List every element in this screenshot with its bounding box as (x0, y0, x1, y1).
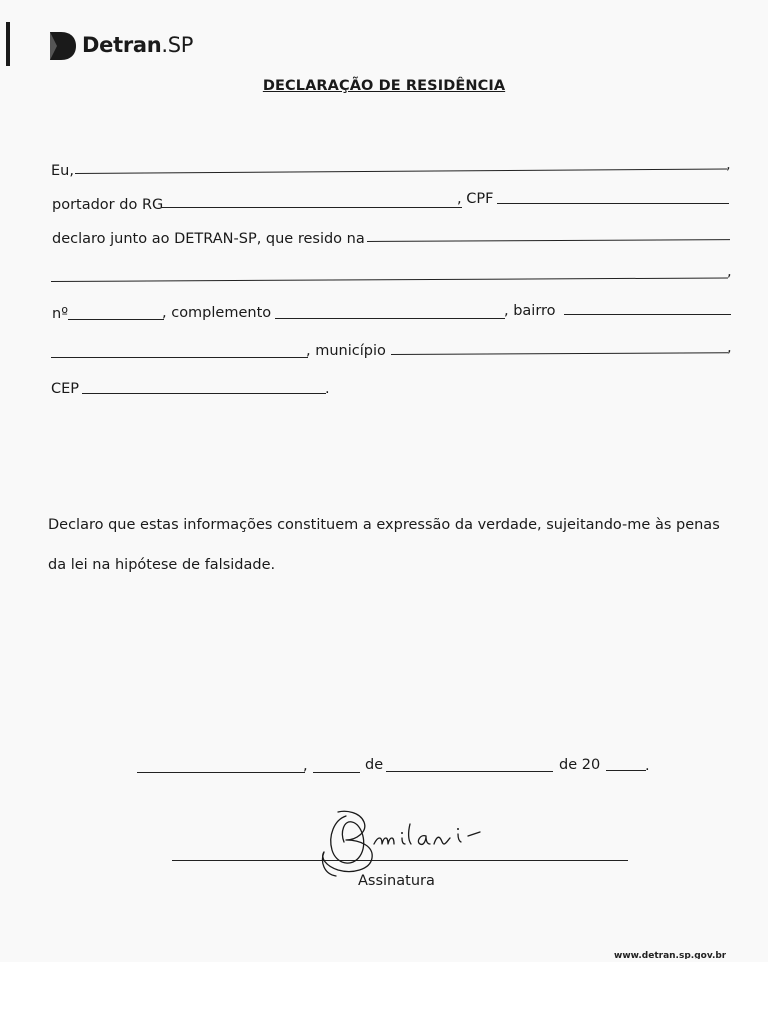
rg-label: portador do RG (52, 197, 164, 213)
signature-label: Assinatura (358, 873, 435, 889)
street-comma: , (727, 264, 732, 280)
city-field-line[interactable] (137, 772, 305, 773)
year-prefix-label: de 20 (559, 757, 601, 773)
day-field-line[interactable] (313, 772, 360, 773)
cep-field-line[interactable] (82, 393, 326, 394)
declaration-line-1: Declaro que estas informações constituem a expressão da verdade, sujeitando-me às penas (48, 517, 720, 533)
date-period: . (645, 758, 650, 774)
scan-edge-mark (6, 22, 10, 66)
cpf-field-line[interactable] (497, 203, 729, 204)
month-field-line[interactable] (386, 771, 553, 772)
year-field-line[interactable] (606, 770, 646, 771)
page-bottom-margin (0, 962, 768, 1024)
cep-label: CEP (51, 381, 80, 397)
complemento-label: , complemento (162, 305, 272, 321)
municipio-comma: , (727, 340, 732, 356)
handwritten-signature (316, 808, 491, 880)
complemento-field-line[interactable] (275, 318, 505, 319)
numero-label: nº (52, 306, 69, 322)
address-intro-label: declaro junto ao DETRAN-SP, que resido na (52, 231, 365, 247)
bairro-continuation-line[interactable] (51, 357, 308, 358)
document-title: DECLARAÇÃO DE RESIDÊNCIA (262, 78, 506, 94)
bairro-label: , bairro (504, 303, 556, 319)
eu-label: Eu, (51, 163, 74, 179)
cpf-label: , CPF (457, 191, 494, 207)
municipio-label: , município (306, 343, 386, 359)
footer-url: www.detran.sp.gov.br (614, 951, 727, 959)
detran-logo-icon (48, 30, 78, 62)
declaration-line-2: da lei na hipótese de falsidade. (48, 557, 276, 573)
rg-field-line[interactable] (162, 207, 462, 208)
cep-period: . (325, 381, 330, 397)
logo-wordmark: Detran.SP (82, 33, 194, 57)
de-label-1: de (365, 757, 384, 773)
bairro-field-line[interactable] (564, 314, 731, 315)
date-comma: , (303, 758, 308, 774)
name-comma: , (726, 157, 731, 173)
numero-field-line[interactable] (68, 319, 164, 320)
